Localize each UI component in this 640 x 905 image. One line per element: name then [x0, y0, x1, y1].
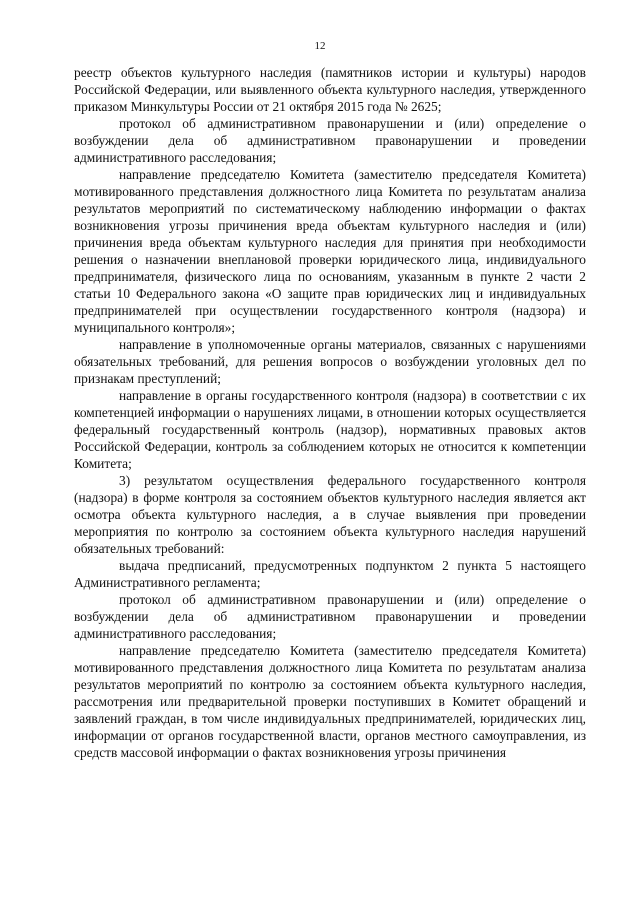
paragraph-protocol-2: протокол об административном правонарушении и (или) определение о возбуждении дела об административном правонарушении и проведении административного расследования; [74, 592, 586, 641]
paragraph-referral-control-bodies: направление в органы государственного контроля (надзора) в соответствии с их компетенцией информации о нарушениях лицами, в отношении которых осуществляется федеральный государственный контроль (надзор), нормативных правовых актов Российской Федерации, контроль за соблюдением которых не относится к компетенции Комитета; [74, 388, 586, 471]
paragraph-registry: реестр объектов культурного наследия (памятников истории и культуры) народов Российской Федерации, или выявленного объекта культурного наследия, утвержденного приказом Минкультуры России от 21 октября 2015 года № 2625; [74, 65, 586, 114]
paragraph-referral-authorities: направление в уполномоченные органы материалов, связанных с нарушениями обязательных требований, для решения вопросов о возбуждении уголовных дел по признакам преступлений; [74, 337, 586, 386]
paragraph-item-3: 3) результатом осуществления федерального государственного контроля (надзора) в форме контроля за состоянием объектов культурного наследия является акт осмотра объекта культурного наследия, а в случае выявления при проведении мероприятия по контролю за состоянием объекта культурного наследия нарушений обязательных требований: [74, 473, 586, 556]
page-number: 12 [314, 40, 326, 52]
paragraph-prescriptions: выдача предписаний, предусмотренных подпунктом 2 пункта 5 настоящего Административного регламента; [74, 558, 586, 590]
paragraph-protocol: протокол об административном правонарушении и (или) определение о возбуждении дела об административном правонарушении и проведении административного расследования; [74, 116, 586, 165]
page-body [74, 64, 586, 761]
paragraph-referral-chairman-2: направление председателю Комитета (заместителю председателя Комитета) мотивированного представления должностного лица Комитета по результатам анализа результатов мероприятий по контролю за состоянием объекта культурного наследия, рассмотрения или предварительной проверки поступивших в Комитет обращений и заявлений граждан, в том числе индивидуальных предпринимателей, юридических лиц, информации от органов государственной власти, органов местного самоуправления, из средств массовой информации о фактах возникновения угрозы причинения [74, 643, 586, 760]
paragraph-referral-chairman: направление председателю Комитета (заместителю председателя Комитета) мотивированного представления должностного лица Комитета по результатам анализа результатов мероприятий по систематическому наблюдению информации о фактах возникновения угрозы причинения вреда объектам культурного наследия и (или) причинения вреда объектам культурного наследия для принятия при необходимости решения о назначении внеплановой проверки юридического лица, индивидуального предпринимателя, физического лица по основаниям, указанным в пункте 2 части 2 статьи 10 Федерального закона «О защите прав юридических лиц и индивидуальных предпринимателей при осуществлении государственного контроля (надзора) и муниципального контроля»; [74, 167, 586, 335]
